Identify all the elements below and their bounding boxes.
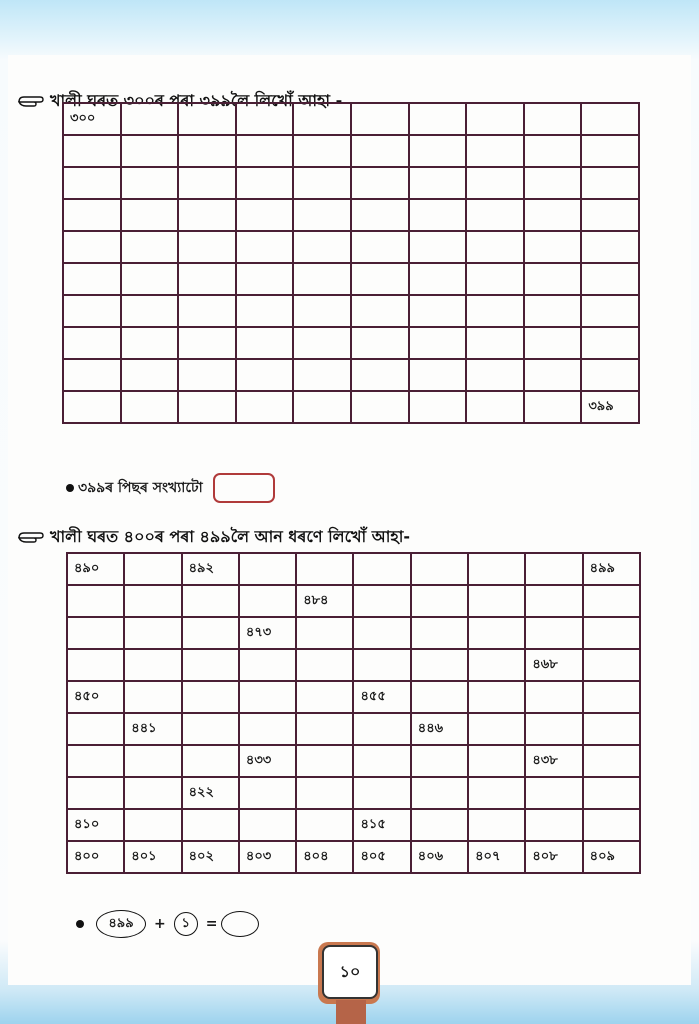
grid-cell: ৪০৪ xyxy=(296,841,353,873)
instruction-1-text: খালী ঘৰত ৩০০ৰ পৰা ৩৯৯লৈ লিখোঁ আহা - xyxy=(50,91,343,110)
grid-cell: ৪০৭ xyxy=(468,841,525,873)
grid-cell[interactable] xyxy=(583,617,640,649)
grid-cell[interactable] xyxy=(353,553,410,585)
grid-cell[interactable] xyxy=(468,713,525,745)
grid-cell[interactable] xyxy=(67,713,124,745)
grid-cell[interactable] xyxy=(466,199,524,231)
grid-cell[interactable] xyxy=(236,359,294,391)
grid-cell[interactable] xyxy=(63,135,121,167)
grid-row xyxy=(67,841,640,873)
grid-cell[interactable] xyxy=(293,135,351,167)
grid-cell[interactable] xyxy=(411,681,468,713)
grid-cell[interactable] xyxy=(353,713,410,745)
instruction-2 xyxy=(18,524,410,551)
grid-cell[interactable] xyxy=(468,585,525,617)
grid-cell[interactable] xyxy=(468,553,525,585)
grid-cell[interactable] xyxy=(524,231,582,263)
grid-row xyxy=(63,199,639,231)
grid-cell[interactable] xyxy=(411,809,468,841)
grid-cell[interactable] xyxy=(121,135,179,167)
grid-cell[interactable] xyxy=(468,809,525,841)
grid-cell[interactable] xyxy=(296,713,353,745)
grid-cell[interactable] xyxy=(182,585,239,617)
number-grid-400-499 xyxy=(66,552,641,874)
grid-cell[interactable] xyxy=(293,263,351,295)
answer-oval[interactable] xyxy=(221,911,259,937)
grid-row xyxy=(63,167,639,199)
grid-cell[interactable] xyxy=(296,617,353,649)
grid-cell[interactable] xyxy=(468,681,525,713)
grid-cell[interactable] xyxy=(524,167,582,199)
grid-cell[interactable] xyxy=(466,359,524,391)
grid-row xyxy=(63,359,639,391)
grid-cell[interactable] xyxy=(178,391,236,423)
grid-cell[interactable] xyxy=(124,617,181,649)
question-text: ৩৯৯ৰ পিছৰ সংখ্যাটো xyxy=(78,480,203,496)
grid-cell[interactable] xyxy=(411,777,468,809)
grid-cell: ৪৮৪ xyxy=(296,585,353,617)
grid-cell[interactable] xyxy=(411,745,468,777)
grid-cell[interactable] xyxy=(239,585,296,617)
grid-cell: ৪৫৫ xyxy=(353,681,410,713)
grid-cell[interactable] xyxy=(351,231,409,263)
grid-cell[interactable] xyxy=(583,649,640,681)
grid-cell[interactable] xyxy=(525,777,582,809)
grid-cell[interactable] xyxy=(296,553,353,585)
grid-cell: ৪৬৮ xyxy=(525,649,582,681)
grid-cell[interactable] xyxy=(236,231,294,263)
grid-cell[interactable] xyxy=(581,263,639,295)
grid-cell[interactable] xyxy=(239,681,296,713)
grid-cell[interactable] xyxy=(409,135,467,167)
grid-cell[interactable] xyxy=(178,263,236,295)
grid-cell: ৪৩৮ xyxy=(525,745,582,777)
grid-cell[interactable] xyxy=(63,231,121,263)
grid-cell: ৪০৩ xyxy=(239,841,296,873)
grid-cell[interactable] xyxy=(581,327,639,359)
grid-cell[interactable] xyxy=(524,263,582,295)
grid-cell[interactable] xyxy=(121,167,179,199)
grid-cell: ৪২২ xyxy=(182,777,239,809)
grid-cell[interactable] xyxy=(293,327,351,359)
grid-cell[interactable] xyxy=(293,391,351,423)
grid-cell[interactable] xyxy=(121,295,179,327)
grid-cell[interactable] xyxy=(124,777,181,809)
grid-cell: ৪০৮ xyxy=(525,841,582,873)
grid-cell[interactable] xyxy=(182,649,239,681)
grid-row xyxy=(67,553,640,585)
grid-cell[interactable] xyxy=(124,681,181,713)
grid-cell[interactable] xyxy=(581,295,639,327)
grid-cell[interactable] xyxy=(524,135,582,167)
grid-cell: ৪০১ xyxy=(124,841,181,873)
grid-cell[interactable] xyxy=(581,199,639,231)
grid-cell[interactable] xyxy=(524,295,582,327)
grid-cell[interactable] xyxy=(67,649,124,681)
grid-cell[interactable] xyxy=(466,263,524,295)
grid-cell[interactable] xyxy=(351,103,409,135)
grid-cell[interactable] xyxy=(466,295,524,327)
grid-cell[interactable] xyxy=(468,745,525,777)
grid-cell[interactable] xyxy=(182,745,239,777)
grid-cell[interactable] xyxy=(124,745,181,777)
grid-cell[interactable] xyxy=(409,263,467,295)
grid-row xyxy=(63,295,639,327)
grid-cell[interactable] xyxy=(524,327,582,359)
grid-cell: ৪১০ xyxy=(67,809,124,841)
grid-cell: ৪৯৯ xyxy=(583,553,640,585)
grid-cell[interactable] xyxy=(411,553,468,585)
grid-cell: ৪৯০ xyxy=(67,553,124,585)
grid-cell[interactable] xyxy=(409,391,467,423)
grid-cell[interactable] xyxy=(293,231,351,263)
grid-row xyxy=(63,263,639,295)
pointing-hand-icon xyxy=(18,94,44,110)
grid-cell[interactable] xyxy=(293,295,351,327)
grid-cell[interactable] xyxy=(581,359,639,391)
grid-cell[interactable] xyxy=(351,135,409,167)
grid-cell[interactable] xyxy=(466,391,524,423)
grid-cell[interactable] xyxy=(468,777,525,809)
grid-cell[interactable] xyxy=(525,681,582,713)
grid-cell[interactable] xyxy=(239,553,296,585)
grid-row xyxy=(67,649,640,681)
grid-cell[interactable] xyxy=(583,713,640,745)
grid-cell[interactable] xyxy=(353,777,410,809)
grid-cell[interactable] xyxy=(411,585,468,617)
grid-cell[interactable] xyxy=(409,327,467,359)
grid-cell[interactable] xyxy=(63,263,121,295)
grid-cell[interactable] xyxy=(525,713,582,745)
grid-cell[interactable] xyxy=(239,649,296,681)
grid-cell[interactable] xyxy=(525,809,582,841)
bullet-icon xyxy=(66,484,74,492)
grid-cell[interactable] xyxy=(236,167,294,199)
term1-oval: ৪৯৯ xyxy=(96,910,146,938)
grid-cell[interactable] xyxy=(293,359,351,391)
grid-cell[interactable] xyxy=(63,295,121,327)
grid-cell[interactable] xyxy=(409,199,467,231)
grid-cell: ৪৫০ xyxy=(67,681,124,713)
grid-cell[interactable] xyxy=(239,713,296,745)
grid-cell[interactable] xyxy=(524,103,582,135)
pointing-hand-icon xyxy=(18,530,44,546)
grid-cell[interactable] xyxy=(524,359,582,391)
grid-row xyxy=(67,585,640,617)
grid-cell[interactable] xyxy=(351,199,409,231)
grid-cell[interactable] xyxy=(583,681,640,713)
grid-cell: ৪৪৬ xyxy=(411,713,468,745)
grid-row xyxy=(63,231,639,263)
grid-cell[interactable] xyxy=(67,585,124,617)
grid-cell[interactable] xyxy=(353,745,410,777)
instruction-2-text: খালী ঘৰত ৪০০ৰ পৰা ৪৯৯লৈ আন ধৰণে লিখোঁ আহা- xyxy=(50,527,411,546)
grid-cell[interactable] xyxy=(178,199,236,231)
grid-cell[interactable] xyxy=(581,103,639,135)
grid-cell[interactable] xyxy=(178,327,236,359)
grid-cell[interactable] xyxy=(409,359,467,391)
grid-cell: ৪০০ xyxy=(67,841,124,873)
grid-cell[interactable] xyxy=(296,809,353,841)
grid-cell[interactable] xyxy=(353,617,410,649)
grid-cell[interactable] xyxy=(466,167,524,199)
grid-row xyxy=(63,391,639,423)
grid-cell[interactable] xyxy=(239,777,296,809)
grid-cell: ৪০৫ xyxy=(353,841,410,873)
grid-cell[interactable] xyxy=(236,199,294,231)
grid-cell[interactable] xyxy=(67,777,124,809)
grid-cell[interactable] xyxy=(121,199,179,231)
page-number: ১০ xyxy=(322,945,378,999)
grid-cell: ৩৯৯ xyxy=(581,391,639,423)
question-next-number xyxy=(66,473,275,503)
grid-cell[interactable] xyxy=(178,135,236,167)
grid-cell[interactable] xyxy=(409,231,467,263)
grid-cell[interactable] xyxy=(121,103,179,135)
grid-cell[interactable] xyxy=(468,617,525,649)
grid-row xyxy=(67,617,640,649)
grid-cell[interactable] xyxy=(124,649,181,681)
grid-cell[interactable] xyxy=(63,167,121,199)
answer-box[interactable] xyxy=(213,473,275,503)
grid-cell[interactable] xyxy=(525,585,582,617)
grid-cell[interactable] xyxy=(293,103,351,135)
grid-cell[interactable] xyxy=(124,585,181,617)
grid-cell[interactable] xyxy=(63,327,121,359)
grid-cell[interactable] xyxy=(583,777,640,809)
grid-cell: ৪০৬ xyxy=(411,841,468,873)
term2-circle: ১ xyxy=(174,912,198,936)
grid-cell[interactable] xyxy=(236,391,294,423)
grid-cell[interactable] xyxy=(182,713,239,745)
grid-cell[interactable] xyxy=(583,809,640,841)
grid-cell: ৪০২ xyxy=(182,841,239,873)
grid-cell[interactable] xyxy=(121,391,179,423)
grid-cell[interactable] xyxy=(351,263,409,295)
grid-cell[interactable] xyxy=(409,295,467,327)
grid-row xyxy=(67,745,640,777)
grid-cell[interactable] xyxy=(121,231,179,263)
grid-cell[interactable] xyxy=(63,391,121,423)
grid-cell[interactable] xyxy=(524,199,582,231)
grid-cell[interactable] xyxy=(409,167,467,199)
grid-cell[interactable] xyxy=(353,649,410,681)
grid-row xyxy=(63,327,639,359)
grid-cell[interactable] xyxy=(409,103,467,135)
grid-cell: ৪৩৩ xyxy=(239,745,296,777)
grid-cell[interactable] xyxy=(236,135,294,167)
grid-cell[interactable] xyxy=(293,199,351,231)
grid-cell[interactable] xyxy=(67,617,124,649)
grid-row xyxy=(67,713,640,745)
grid-cell[interactable] xyxy=(351,391,409,423)
grid-cell[interactable] xyxy=(182,681,239,713)
grid-cell[interactable] xyxy=(583,745,640,777)
equation-row xyxy=(76,910,259,938)
grid-cell[interactable] xyxy=(121,327,179,359)
grid-cell[interactable] xyxy=(296,777,353,809)
grid-cell[interactable] xyxy=(178,103,236,135)
grid-cell[interactable] xyxy=(63,199,121,231)
grid-cell[interactable] xyxy=(296,681,353,713)
grid-cell: ৪০৯ xyxy=(583,841,640,873)
grid-cell[interactable] xyxy=(466,103,524,135)
grid-cell: ৩০০ xyxy=(63,103,121,135)
grid-cell[interactable] xyxy=(581,167,639,199)
grid-row xyxy=(63,103,639,135)
grid-cell[interactable] xyxy=(411,649,468,681)
grid-cell[interactable] xyxy=(121,359,179,391)
grid-cell[interactable] xyxy=(236,103,294,135)
grid-cell[interactable] xyxy=(178,359,236,391)
equals-sign: = xyxy=(205,916,218,932)
grid-cell[interactable] xyxy=(351,359,409,391)
page-number-stand xyxy=(336,1000,366,1024)
grid-cell: ৪১৫ xyxy=(353,809,410,841)
grid-cell[interactable] xyxy=(236,295,294,327)
grid-cell[interactable] xyxy=(67,745,124,777)
grid-cell[interactable] xyxy=(581,135,639,167)
grid-cell[interactable] xyxy=(466,135,524,167)
grid-cell: ৪৭৩ xyxy=(239,617,296,649)
grid-cell[interactable] xyxy=(236,263,294,295)
grid-cell[interactable] xyxy=(239,809,296,841)
grid-row xyxy=(67,777,640,809)
grid-cell[interactable] xyxy=(583,585,640,617)
grid-row xyxy=(63,135,639,167)
grid-cell: ৪৯২ xyxy=(182,553,239,585)
grid-cell[interactable] xyxy=(296,745,353,777)
grid-cell[interactable] xyxy=(178,295,236,327)
grid-cell[interactable] xyxy=(351,327,409,359)
grid-cell[interactable] xyxy=(468,649,525,681)
grid-cell[interactable] xyxy=(178,167,236,199)
grid-cell[interactable] xyxy=(466,327,524,359)
grid-cell[interactable] xyxy=(353,585,410,617)
grid-cell[interactable] xyxy=(236,327,294,359)
grid-cell[interactable] xyxy=(525,617,582,649)
grid-cell[interactable] xyxy=(411,617,468,649)
grid-cell[interactable] xyxy=(351,167,409,199)
grid-cell[interactable] xyxy=(63,359,121,391)
grid-cell[interactable] xyxy=(178,231,236,263)
grid-cell[interactable] xyxy=(182,617,239,649)
grid-row xyxy=(67,809,640,841)
grid-cell[interactable] xyxy=(121,263,179,295)
grid-cell: ৪৪১ xyxy=(124,713,181,745)
grid-cell[interactable] xyxy=(466,231,524,263)
grid-cell[interactable] xyxy=(581,231,639,263)
bullet-icon xyxy=(76,920,84,928)
grid-cell[interactable] xyxy=(296,649,353,681)
grid-cell[interactable] xyxy=(124,553,181,585)
grid-cell[interactable] xyxy=(182,809,239,841)
number-grid-300-399 xyxy=(62,102,640,424)
plus-sign: + xyxy=(154,916,166,932)
grid-cell[interactable] xyxy=(524,391,582,423)
grid-cell[interactable] xyxy=(525,553,582,585)
grid-cell[interactable] xyxy=(124,809,181,841)
grid-cell[interactable] xyxy=(351,295,409,327)
grid-row xyxy=(67,681,640,713)
grid-cell[interactable] xyxy=(293,167,351,199)
